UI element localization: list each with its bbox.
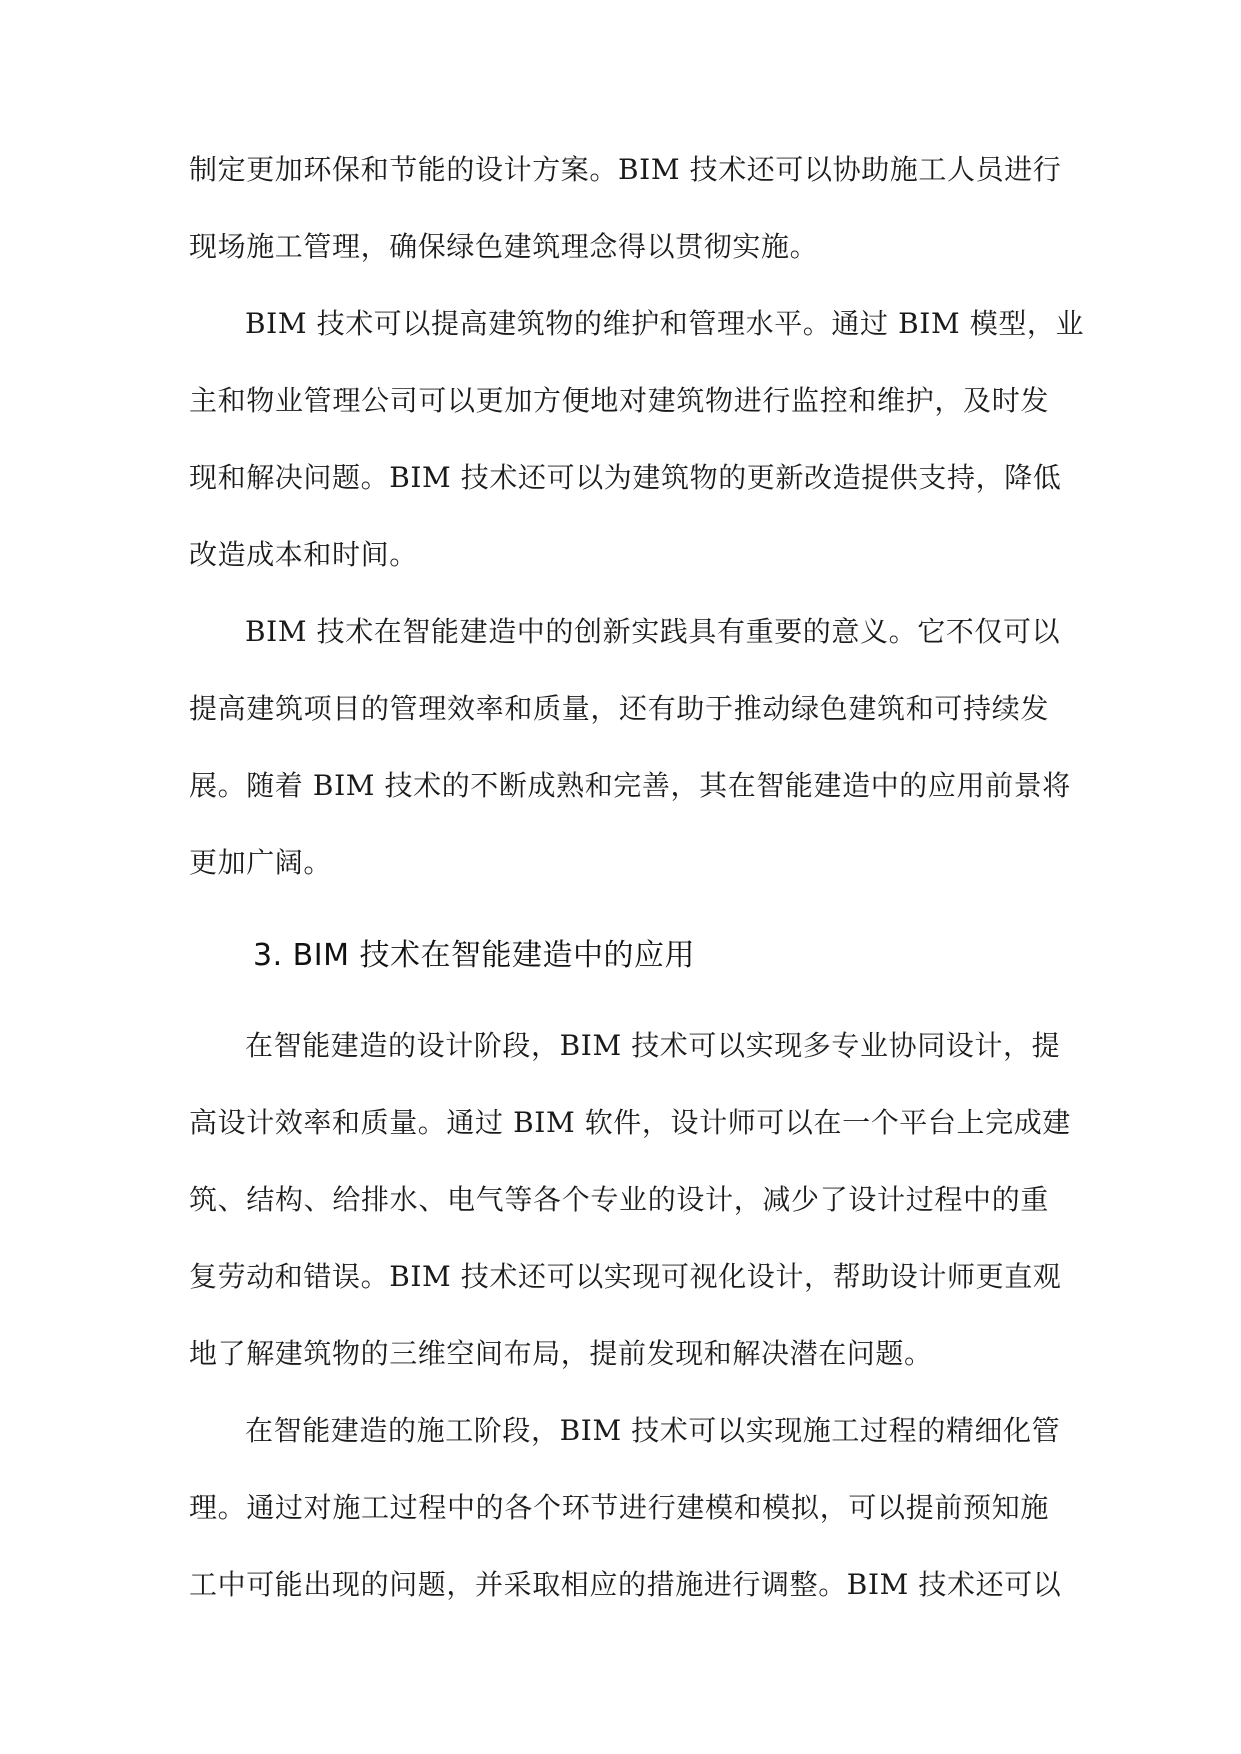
paragraph-line: 工中可能出现的问题，并采取相应的措施进行调整。BIM 技术还可以	[189, 1568, 1062, 1601]
paragraph-line: 筑、结构、给排水、电气等各个专业的设计，减少了设计过程中的重	[189, 1183, 1049, 1216]
paragraph-line: 在智能建造的设计阶段，BIM 技术可以实现多专业协同设计，提	[245, 1029, 1061, 1062]
section-heading: 3. BIM 技术在智能建造中的应用	[253, 938, 696, 973]
paragraph-line: 主和物业管理公司可以更加方便地对建筑物进行监控和维护，及时发	[189, 384, 1049, 417]
paragraph-line: 制定更加环保和节能的设计方案。BIM 技术还可以协助施工人员进行	[189, 153, 1062, 186]
paragraph-line: 在智能建造的施工阶段，BIM 技术可以实现施工过程的精细化管	[245, 1414, 1061, 1447]
paragraph-line: 复劳动和错误。BIM 技术还可以实现可视化设计，帮助设计师更直观	[189, 1260, 1062, 1293]
paragraph-line: 展。随着 BIM 技术的不断成熟和完善，其在智能建造中的应用前景将	[189, 769, 1071, 802]
paragraph-line: 现和解决问题。BIM 技术还可以为建筑物的更新改造提供支持，降低	[189, 461, 1062, 494]
paragraph-line: 现场施工管理，确保绿色建筑理念得以贯彻实施。	[189, 230, 819, 263]
paragraph-line: 理。通过对施工过程中的各个环节进行建模和模拟，可以提前预知施	[189, 1491, 1049, 1524]
paragraph-line: BIM 技术可以提高建筑物的维护和管理水平。通过 BIM 模型，业	[245, 307, 1085, 340]
paragraph-line: 提高建筑项目的管理效率和质量，还有助于推动绿色建筑和可持续发	[189, 692, 1049, 725]
paragraph-line: 更加广阔。	[189, 846, 333, 879]
paragraph-line: 高设计效率和质量。通过 BIM 软件，设计师可以在一个平台上完成建	[189, 1106, 1071, 1139]
paragraph-line: 地了解建筑物的三维空间布局，提前发现和解决潜在问题。	[189, 1337, 933, 1370]
paragraph-line: 改造成本和时间。	[189, 538, 418, 571]
paragraph-line: BIM 技术在智能建造中的创新实践具有重要的意义。它不仅可以	[245, 615, 1061, 648]
